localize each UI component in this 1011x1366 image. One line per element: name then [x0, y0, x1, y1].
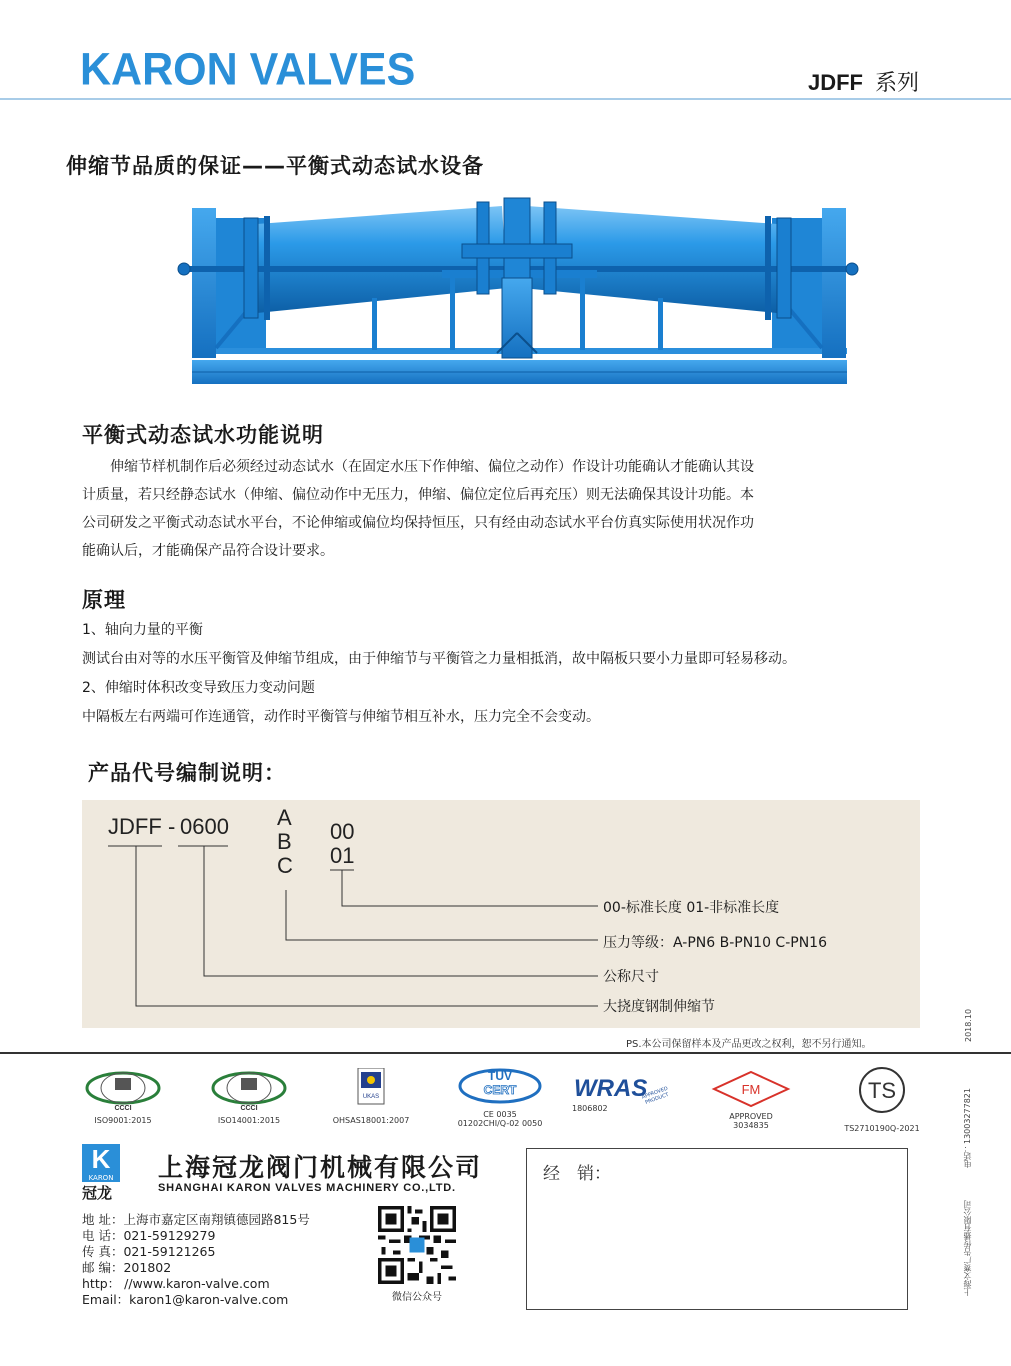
code-size: 0600: [180, 814, 229, 839]
code-letter: C: [277, 853, 293, 878]
legend-nominal-size: 公称尺寸: [603, 969, 659, 985]
company-name-cn: 上海冠龙阀门机械有限公司: [158, 1153, 483, 1182]
principle-item-text: 测试台由对等的水压平衡管及伸缩节组成，由于伸缩节与平衡管之力量相抵消，故中隔板只要小力量即可轻易移动。: [82, 651, 796, 667]
side-printer: 上海文赛广告传播有限公司: [963, 1200, 972, 1296]
dealer-box: [526, 1148, 908, 1310]
code-dash: -: [168, 814, 176, 839]
cert-label: OHSAS18001:2007: [332, 1116, 410, 1125]
cert-label: 01202CHI/Q-02 0050: [457, 1119, 543, 1128]
series-title: [808, 66, 919, 97]
section1-title: 伸缩节品质的保证——平衡式动态试水设备: [66, 154, 484, 178]
address: 地 址：上海市嘉定区南翔镇德园路815号: [82, 1212, 310, 1227]
cert-tuv: [452, 1064, 548, 1128]
principle-item-text: 中隔板左右两端可作连通管，动作时平衡管与伸缩节相互补水，压力完全不会变动。: [82, 709, 600, 725]
ts-circle-icon: [842, 1066, 922, 1122]
logo-small-text: KARON: [82, 1174, 120, 1182]
section2-title: 平衡式动态试水功能说明: [82, 423, 324, 447]
cert-label: ISO14001:2015: [217, 1116, 281, 1125]
side-phone: 电话：13003277821: [963, 1088, 972, 1168]
ccci-globe-icon: [82, 1068, 164, 1112]
footer-divider: [0, 1052, 1011, 1054]
cert-label: APPROVED PRODUCT: [641, 1085, 670, 1106]
cert-label: 1806802: [572, 1104, 608, 1113]
svg-text:TÜV: TÜV: [488, 1069, 512, 1083]
legend-pressure: 压力等级：A-PN6 B-PN10 C-PN16: [603, 935, 827, 951]
cert-fm: [710, 1070, 792, 1130]
postcode: 邮 编：201802: [82, 1260, 172, 1275]
section4-title: 产品代号编制说明：: [88, 761, 286, 785]
series-code: JDFF: [808, 70, 863, 95]
cert-ts: [842, 1066, 922, 1133]
qr-label: 微信公众号: [392, 1292, 442, 1303]
svg-text:TS: TS: [867, 1078, 897, 1103]
description-line: 能确认后，才能确保产品符合设计要求。: [82, 543, 334, 559]
logo-cn: 冠龙: [82, 1184, 113, 1202]
principle-item-title: 2、伸缩时体积改变导致压力变动问题: [82, 680, 315, 696]
website-link[interactable]: http： //www.karon-valve.com: [82, 1276, 270, 1291]
ps-note: PS.本公司保留样本及产品更改之权利，恕不另行通知。: [626, 1039, 872, 1050]
section3-title: 原理: [82, 588, 126, 612]
function-description: [82, 453, 922, 565]
brand-logo-text: KARON VALVES: [80, 44, 416, 96]
code-number: 01: [330, 843, 355, 868]
description-line: 计质量，若只经静态试水（伸缩、偏位动作中无压力，伸缩、偏位定位后再充压）则无法确保其设计功能。本: [82, 487, 754, 503]
tuv-cert-icon: [452, 1064, 548, 1106]
logo-k-icon: K: [82, 1144, 120, 1174]
principle-item-title: 1、轴向力量的平衡: [82, 622, 203, 638]
dealer-label: 经 销：: [543, 1164, 611, 1184]
code-prefix: JDFF: [108, 814, 162, 839]
cert-ohsas: [330, 1068, 412, 1125]
company-logo: [82, 1144, 134, 1200]
qr-code-icon: [376, 1206, 458, 1284]
wechat-qr: [376, 1206, 458, 1303]
svg-text:CERT: CERT: [483, 1083, 517, 1097]
phone: 电 话：021-59129279: [82, 1228, 216, 1243]
cert-label: ISO9001:2015: [94, 1116, 152, 1125]
svg-text:FM: FM: [741, 1082, 761, 1097]
svg-text:WRAS: WRAS: [574, 1075, 648, 1100]
ukas-crown-icon: [330, 1068, 412, 1112]
ccci-globe-icon: [208, 1068, 290, 1112]
code-letter: A: [277, 805, 292, 830]
code-letter: B: [277, 829, 292, 854]
svg-text:UKAS: UKAS: [362, 1094, 380, 1100]
code-number: 00: [330, 819, 355, 844]
cert-label: CE 0035: [483, 1110, 517, 1119]
email-link[interactable]: Email：karon1@karon-valve.com: [82, 1292, 289, 1307]
cert-wras: [572, 1074, 682, 1113]
cert-label: APPROVED: [729, 1112, 773, 1121]
cert-label: 3034835: [733, 1121, 769, 1130]
fm-diamond-icon: [710, 1070, 792, 1108]
cert-label: TS2710190Q-2021: [844, 1124, 920, 1133]
series-label: 系列: [875, 71, 920, 96]
principle-list: [82, 616, 962, 732]
print-date: 2018.10: [964, 1008, 973, 1042]
svg-text:CCCI: CCCI: [240, 1105, 258, 1112]
description-line: 公司研发之平衡式动态试水平台，不论伸缩或偏位均保持恒压，只有经由动态试水平台仿真实际使用状况作功: [82, 515, 754, 531]
cert-iso14001: [208, 1068, 290, 1125]
legend-product-type: 大挠度钢制伸缩节: [603, 999, 715, 1015]
cert-iso9001: [82, 1068, 164, 1125]
code-leader-lines: [82, 800, 920, 1028]
legend-length: 00-标准长度 01-非标准长度: [603, 900, 780, 916]
fax: 传 真：021-59121265: [82, 1244, 216, 1259]
contact-info: [82, 1212, 310, 1308]
test-rig-illustration: [172, 188, 862, 394]
svg-text:CCCI: CCCI: [114, 1105, 132, 1112]
company-name-en: SHANGHAI KARON VALVES MACHINERY CO.,LTD.: [158, 1182, 456, 1194]
description-line: 伸缩节样机制作后必须经过动态试水（在固定水压下作伸缩、偏位之动作）作设计功能确认才能确认其设: [82, 459, 754, 475]
header-divider: [0, 98, 1011, 100]
